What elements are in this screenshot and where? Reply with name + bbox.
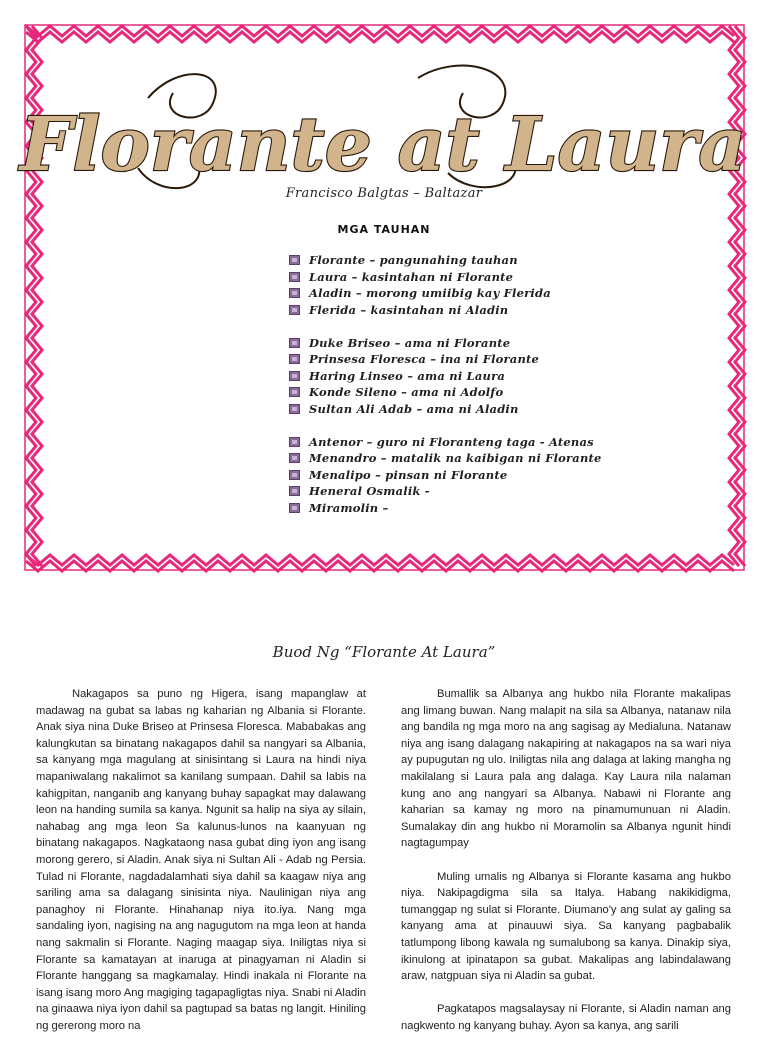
title-text: Florante at Laura <box>19 102 747 188</box>
character-name: Florante – pangunahing tauhan <box>309 253 518 268</box>
title-logo <box>19 58 747 198</box>
character-name: Konde Sileno – ama ni Adolfo <box>309 385 504 400</box>
character-name: Menalipo – pinsan ni Florante <box>309 467 508 482</box>
character-name: Duke Briseo – ama ni Florante <box>309 335 511 350</box>
character-item <box>289 252 609 269</box>
character-item <box>289 334 609 351</box>
square-bullet-icon <box>289 470 300 480</box>
character-list <box>289 252 609 532</box>
character-name: Heneral Osmalik - <box>309 484 430 499</box>
square-bullet-icon <box>289 272 300 282</box>
character-name: Menandro – matalik na kaibigan ni Florante <box>309 451 602 466</box>
character-name: Antenor – guro ni Floranteng taga - Atenas <box>309 434 594 449</box>
summary-right-column <box>401 686 731 1051</box>
character-item <box>289 483 609 500</box>
summary-title: Buod Ng “Florante At Laura” <box>272 643 496 661</box>
character-item <box>289 351 609 368</box>
square-bullet-icon <box>289 404 300 414</box>
summary-paragraph: Nakagapos sa puno ng Higera, isang mapanglaw at madawag na gubat sa labas ng kaharian ng Albania si Florante. Anak siya nina Duke Briseo at Prinsesa Floresca. Mababakas ang kalungkutan sa binatang nakagapos dahil sa nangyari sa Albania, sa kanyang mga magulang at sinisintang si Laura na hindi niya mapaniwalang nakalimot sa kanilang sumpaan. Dahil sa labis na kahigpitan, nanganib ang kanyang buhay sapagkat may dalawang leon na handing sumila sa kanya. Ngunit sa halip na siya ay silain, nahabag ang mga leon Sa kalunus-lunos na kaanyuan ng binatang nakagapos. Nagkataong nasa gubat ding iyon ang isang morong gerero, si Aladin. Anak siya ni Sultan Ali - Adab ng Persia. Tulad ni Florante, nagdadalamhati siya dahil sa kaagaw niya ang sariling ama sa dalagang sinisinta niya. Naulinigan niya ang panaghoy ni Florante. Hinahanap niya ito.iya. Nang mga sandaling iyon, nagising na ang nagugutom na mga leon at handa nang sakmalin si Florante. Naging maagap siya. Iniligtas niya si Florante sa kamatayan at inaruga at pinagyaman ni Aladin si Florante hanggang sa magkamalay. Hindi inakala ni Florante na isang isang moro Ang magiging tagapagligtas niya. Snabi ni Aladin na ginaawa niya iyon dahil sa pagtupad sa batas ng langit. Hiniling ng gererong moro na <box>36 688 366 1032</box>
square-bullet-icon <box>289 371 300 381</box>
character-name: Prinsesa Floresca – ina ni Florante <box>309 352 540 367</box>
character-item <box>289 384 609 401</box>
character-name: Miramolin – <box>309 501 389 516</box>
character-group <box>289 334 609 417</box>
square-bullet-icon <box>289 255 300 265</box>
square-bullet-icon <box>289 354 300 364</box>
square-bullet-icon <box>289 503 300 513</box>
character-item <box>289 269 609 286</box>
character-item <box>289 285 609 302</box>
square-bullet-icon <box>289 387 300 397</box>
summary-paragraph: Bumallik sa Albanya ang hukbo nila Florante makalipas ang limang buwan. Nang malapit na sila sa Albanya, natanaw nila ang bandila ng mga moro na ang sagisag ay Medialuna. Natanaw niya ang isang dalagang nakapiring at nakagapos na sa wari niya ay pupugutan ng ulo. Iniligtas nila ang dalaga at laking mangha ng makilalang si Laura pala ang dalaga. Kay Laura nila nalaman kung ano ang nangyari sa Albanya. Nabawi ni Florante ang kaharian sa kamay ng moro na pinamumunuan ni Aladin. Sumalakay din ang hukbo ni Moramolin sa Albanya ngunit hindi nagtagumpay <box>401 688 731 850</box>
summary-paragraph: Muling umalis ng Albanya si Florante kasama ang hukbo niya. Nakipagdigma sila sa Italya. Habang nakikidigma, tumanggap ng sulat si Florante. Diumano'y ang sulat ay galing sa kanyang ama at pinauuwi siya. Sa kanyang pagbabalik tatlumpong libong kawala ng sumalubong sa kanya. Dinakip siya, ikinulong at ipinatapon sa gubat. Makalipas ang labindalawang araw, natgpuan siya ni Aladin sa gubat. <box>401 870 731 983</box>
character-item <box>289 401 609 418</box>
character-name: Sultan Ali Adab – ama ni Aladin <box>309 402 519 417</box>
character-item <box>289 368 609 385</box>
character-name: Haring Linseo – ama ni Laura <box>309 368 506 383</box>
author-line: Francisco Balgtas – Baltazar <box>285 186 483 201</box>
character-group <box>289 252 609 318</box>
character-name: Laura – kasintahan ni Florante <box>309 269 514 284</box>
square-bullet-icon <box>289 288 300 298</box>
square-bullet-icon <box>289 486 300 496</box>
square-bullet-icon <box>289 338 300 348</box>
character-item <box>289 450 609 467</box>
characters-heading: MGA TAUHAN <box>337 223 431 236</box>
character-item <box>289 467 609 484</box>
summary-left-column <box>36 686 366 1051</box>
character-item <box>289 433 609 450</box>
character-item <box>289 500 609 517</box>
square-bullet-icon <box>289 305 300 315</box>
character-group <box>289 433 609 516</box>
character-name: Aladin – morong umiibig kay Flerida <box>309 286 551 301</box>
square-bullet-icon <box>289 437 300 447</box>
character-item <box>289 302 609 319</box>
character-name: Flerida – kasintahan ni Aladin <box>309 303 509 318</box>
summary-paragraph: Pagkatapos magsalaysay ni Florante, si Aladin naman ang nagkwento ng kanyang buhay. Ayon sa kanya, ang sarili <box>401 1003 731 1032</box>
square-bullet-icon <box>289 453 300 463</box>
